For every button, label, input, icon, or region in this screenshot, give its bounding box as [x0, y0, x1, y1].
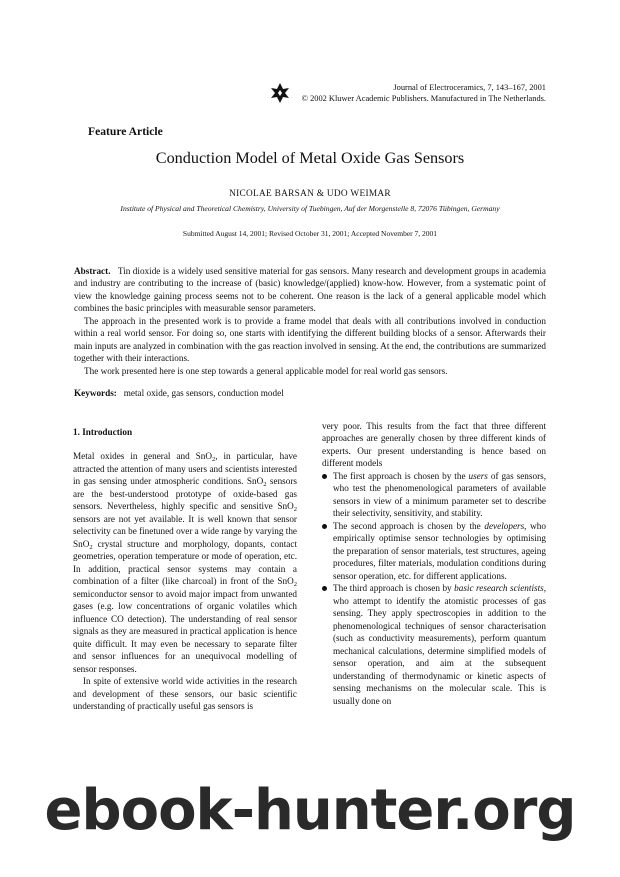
bullet-icon	[322, 586, 327, 591]
keywords	[74, 388, 546, 398]
abstract-label: Abstract.	[74, 266, 111, 276]
abstract-p3: The work presented here is one step towards a general applicable model for real world gas sensors.	[84, 365, 448, 376]
journal-citation: Journal of Electroceramics, 7, 143–167, 2001	[393, 83, 546, 92]
keywords-text: metal oxide, gas sensors, conduction model	[123, 388, 284, 398]
affiliation: Institute of Physical and Theoretical Chemistry, University of Tuebingen, Auf der Morgenstelle 8, 72076 Tübingen, Germany	[120, 204, 500, 213]
journal-info	[300, 82, 546, 104]
bullet-icon	[322, 524, 327, 529]
intro-continued: very poor. This results from the fact that three different approaches are generally chosen by three different kinds of experts. Our present understanding is hence based on different models	[322, 421, 546, 469]
abstract-p2: The approach in the presented work is to provide a frame model that deals with all contributions involved in conduction within a real world sensor. For doing so, one starts with identifying the different building blocks of a sensor. Afterwards their main inputs are analyzed in combination with the gas reaction involved in sensing. At the end, the contributions are summarized together with their interactions.	[74, 315, 546, 364]
intro-paragraph-2: In spite of extensive world wide activities in the research and development of these sensors, our basic scientific understanding of practically useful gas sensors is	[73, 676, 297, 712]
right-column	[322, 420, 546, 707]
intro-paragraph-1: Metal oxides in general and SnO$_2$, in particular, have attracted the attention of many users and scientists interested in gas sensing under atmospheric conditions. SnO$_2$ sensors are the best-understood prototype of oxide-based gas sensors. Nevertheless, highly specific and sensitive SnO$_2$ sensors are not yet available. It is well known that sensor selectivity can be finetuned over a wide range by varying the SnO$_2$ crystal structure and morphology, dopants, contact geometries, operation temperature or mode of operation, etc. In addition, practical sensor systems may contain a combination of a filter (like charcoal) in front of the SnO$_2$ semiconductor sensor to avoid major impact from unwanted gases (e.g. low concentrations of organic volatiles which influence CO detection). The understanding of real sensor signals as they are measured in practical application is hence quite difficult. It may even be necessary to separate filter and sensor influences for an unequivocal modelling of sensor responses.	[73, 451, 297, 674]
list-item: The first approach is chosen by the users of gas sensors, who test the phenomenological parameters of available sensors in view of a minimum parameter set to describe their selectivity, sensitivity, and stability.	[322, 470, 546, 520]
article-title: Conduction Model of Metal Oxide Gas Sensors	[155, 149, 465, 167]
list-item: The third approach is chosen by basic research scientists, who attempt to identify the atomistic processes of gas sensing. They apply spectroscopies in addition to the phenomenological techniques of sensor characterisation (such as conductivity measurements), perform quantum mechanical calculations, determine simplified models of sensor operation, and aim at the subsequent understanding of thermodynamic or kinetic aspects of sensing mechanisms on the molecular scale. This is usually done on	[322, 582, 546, 707]
submission-dates: Submitted August 14, 2001; Revised October 31, 2001; Accepted November 7, 2001	[182, 229, 438, 238]
approach-list	[322, 470, 546, 707]
abstract	[74, 265, 546, 377]
authors: NICOLAE BARSAN & UDO WEIMAR	[229, 189, 391, 199]
publisher-logo	[270, 82, 290, 104]
abstract-text-1: Tin dioxide is a widely used sensitive material for gas sensors. Many research and development groups in academia and industry are contributing to the increase of (basic) knowledge/(applied) know-how. However, from a systematic point of view the knowledge gaining process seems not to be coherent. One reason is the lack of a general applicable model which combines the basic principles with measurable sensor parameters.	[74, 266, 547, 314]
list-item: The second approach is chosen by the developers, who empirically optimise sensor technologies by optimising the preparation of sensor materials, test structures, ageing procedures, filter materials, modulation conditions during sensor operation, etc. for different applications.	[322, 520, 546, 582]
watermark: ebook-hunter.org	[44, 778, 576, 843]
section-heading: 1. Introduction	[73, 427, 133, 437]
abstract-p1	[74, 265, 546, 315]
copyright-line: © 2002 Kluwer Academic Publishers. Manufactured in The Netherlands.	[301, 94, 546, 103]
left-column	[73, 426, 297, 713]
feature-label: Feature Article	[88, 125, 163, 138]
keywords-label: Keywords:	[74, 388, 117, 398]
bullet-icon	[322, 474, 327, 479]
